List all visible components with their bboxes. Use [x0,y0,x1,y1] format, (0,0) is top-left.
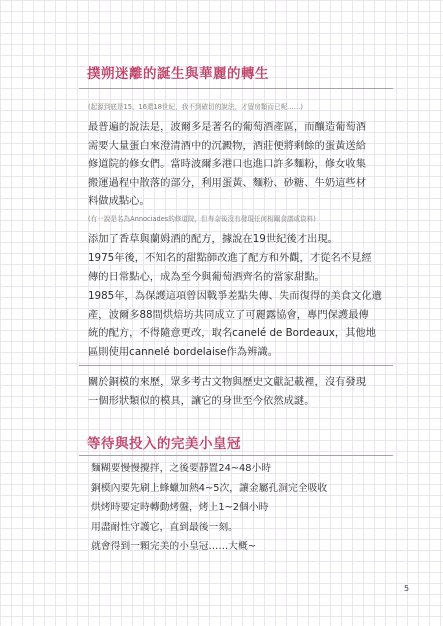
text-line: 傳的日常點心，成為至今與葡萄酒齊名的當家甜點。 [88,270,325,283]
text-line: 統的配方，不得隨意更改，取名canelé de Bordeaux，其他地 [88,327,377,340]
list-item: 銅模內要先刷上蜂蠟加熱4~5次，讓金屬孔洞完全吸收 [91,482,328,494]
page-number: 5 [404,584,410,593]
text-line: 一個形狀類似的模具，讓它的身世至今依然成謎。 [88,394,315,407]
text-line: 產，波爾多88間烘焙坊共同成立了可麗露協會，專門保護最傳 [88,308,369,321]
text-line: 需要大量蛋白來澄清酒中的沉澱物，酒莊便將剩餘的蛋黃送給 [88,139,367,152]
list-item: 就會得到一顆完美的小皇冠……大概~ [91,541,256,552]
text-line: 添加了香草與蘭姆酒的配方，據說在19世紀後才出現。 [88,233,338,245]
list-item: 麵糊要慢慢攪拌，之後要靜置24~48小時 [91,463,272,474]
section-title-crown: 等待與投入的完美小皇冠 [87,436,241,452]
list-item: 烘烤時要定時轉動烤盤，烤上1~2個小時 [91,502,269,513]
list-item: 用盡耐性守護它，直到最後一刻。 [91,521,238,533]
paragraph-1975 [88,249,392,286]
side-note: (有一說是名為Annociades的修道院，但寿奈後沒有發現任何相關食譜或資料) [88,215,316,223]
paragraph-copper-mold [88,373,392,410]
text-line: 1985年，為保護這項曾因戰爭差點失傳、失而復得的美食文化遺 [88,290,382,302]
divider [79,365,393,366]
text-line: 最普遍的說法是，波爾多是著名的葡萄酒產區，而釀造葡萄酒 [88,121,367,133]
steps-list [91,459,327,557]
text-line: 修道院的修女們。當時波爾多港口也進口許多麵粉，修女收集 [88,158,367,171]
section-title-origin: 撲朔迷離的誕生與華麗的轉生 [87,66,269,82]
divider [79,455,393,456]
text-line: 料做成點心。 [88,195,150,208]
divider [79,88,393,89]
text-line: 關於銅模的來歷，眾多考古文物與歷史文獻記載裡，沒有發現 [88,376,367,388]
paragraph-1985 [88,287,392,361]
text-line: 區則使用cannelé bordelaise作為辨識。 [88,345,278,358]
text-line: 搬運過程中散落的部分，利用蛋黃、麵粉、砂糖、牛奶這些材 [88,176,367,189]
side-note: (起源到底是15、16還18世紀，我不到確切的說法，才留房類而已呢……) [88,103,303,111]
paragraph-vanilla-rum [88,230,392,249]
paragraph-origin [88,118,392,211]
text-line: 1975年後，不知名的甜點師改進了配方和外觀，才從名不見經 [88,252,372,264]
